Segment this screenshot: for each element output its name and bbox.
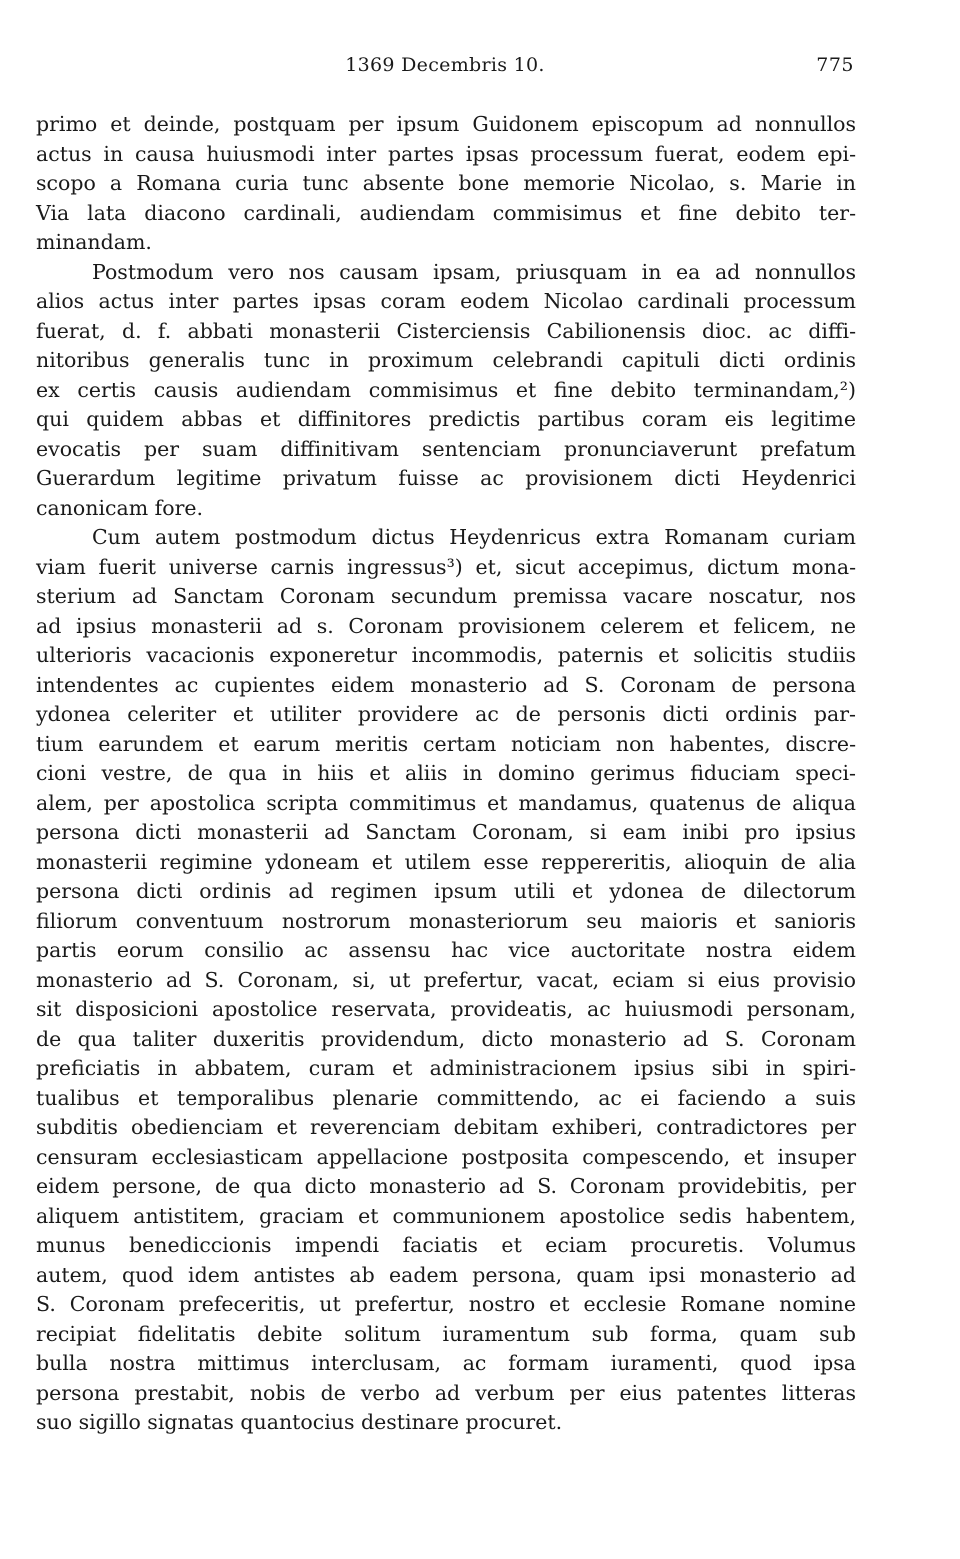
running-head: [36, 54, 854, 84]
text-line: partis eorum consilio ac assensu hac vice auctoritate nostra eidem: [36, 938, 856, 962]
header-date: 1369 Decembris 10.: [345, 54, 545, 76]
text-line: ulterioris vacacionis exponeretur incommodis, paternis et solicitis studiis: [36, 643, 856, 667]
text-line: minandam.: [36, 230, 152, 254]
text-line: ad ipsius monasterii ad s. Coronam provisionem celerem et felicem, ne: [36, 613, 856, 638]
text-line: suo sigillo signatas quantocius destinare procuret.: [36, 1410, 563, 1434]
text-line: cioni vestre, de qua in hiis et aliis in domino gerimus fiduciam speci-: [36, 761, 856, 785]
text-line: recipiat fidelitatis debite solitum iuramentum sub forma, quam sub: [36, 1321, 856, 1346]
text-line: Via lata diacono cardinali, audiendam commisimus et fine debito ter-: [36, 200, 856, 225]
text-line: alios actus inter partes ipsas coram eodem Nicolao cardinali processum: [36, 289, 856, 313]
text-line: preficiatis in abbatem, curam et administracionem ipsius sibi in spiri-: [36, 1056, 856, 1080]
text-line: subditis obedienciam et reverenciam debitam exhiberi, contradictores per: [36, 1115, 856, 1139]
text-line: monasterii regimine ydoneam et utilem esse reppereritis, alioquin de alia: [36, 849, 856, 874]
text-line: censuram ecclesiasticam appellacione postposita compescendo, et insuper: [36, 1144, 856, 1169]
text-line: aliquem antistitem, graciam et communionem apostolice sedis habentem,: [36, 1203, 856, 1228]
text-line: bulla nostra mittimus interclusam, ac formam iuramenti, quod ipsa: [36, 1351, 856, 1375]
text-line: qui quidem abbas et diffinitores predictis partibus coram eis legitime: [36, 407, 856, 431]
text-line: eidem persone, de qua dicto monasterio ad S. Coronam providebitis, per: [36, 1174, 856, 1198]
text-line: scopo a Romana curia tunc absente bone memorie Nicolao, s. Marie in: [36, 171, 856, 195]
page-number: 775: [816, 54, 854, 76]
text-line: Postmodum vero nos causam ipsam, priusquam in ea ad nonnullos: [92, 259, 856, 284]
text-line: ydonea celeriter et utiliter providere ac de personis dicti ordinis par-: [36, 702, 856, 726]
text-line: S. Coronam prefeceritis, ut prefertur, nostro et ecclesie Romane nomine: [36, 1292, 856, 1316]
text-line: autem, quod idem antistes ab eadem persona, quam ipsi monasterio ad: [36, 1262, 856, 1287]
text-line: filiorum conventuum nostrorum monasteriorum seu maioris et sanioris: [36, 908, 856, 933]
text-line: persona dicti ordinis ad regimen ipsum utili et ydonea de dilectorum: [36, 879, 856, 903]
text-line: viam fuerit universe carnis ingressus³) et, sicut accepimus, dictum mona-: [36, 554, 856, 579]
text-line: munus benediccionis impendi faciatis et eciam procuretis. Volumus: [36, 1233, 856, 1257]
text-line: Cum autem postmodum dictus Heydenricus extra Romanam curiam: [92, 525, 856, 549]
text-line: monasterio ad S. Coronam, si, ut prefertur, vacat, eciam si eius provisio: [36, 967, 856, 992]
text-line: Guerardum legitime privatum fuisse ac provisionem dicti Heydenrici: [36, 466, 856, 490]
text-line: persona prestabit, nobis de verbo ad verbum per eius patentes litteras: [36, 1380, 856, 1405]
text-line: fuerat, d. f. abbati monasterii Cisterciensis Cabilionensis dioc. ac diffi-: [36, 318, 856, 343]
text-line: alem, per apostolica scripta commitimus et mandamus, quatenus de aliqua: [36, 790, 856, 815]
text-line: nitoribus generalis tunc in proximum celebrandi capituli dicti ordinis: [36, 348, 856, 372]
text-line: tium earundem et earum meritis certam noticiam non habentes, discre-: [36, 731, 856, 756]
text-line: ex certis causis audiendam commisimus et fine debito terminandam,²): [36, 377, 856, 402]
text-line: tualibus et temporalibus plenarie committendo, ac ei faciendo a suis: [36, 1085, 856, 1110]
text-line: sit disposicioni apostolice reservata, provideatis, ac huiusmodi personam,: [36, 997, 856, 1021]
text-line: primo et deinde, postquam per ipsum Guidonem episcopum ad nonnullos: [36, 112, 856, 136]
text-line: actus in causa huiusmodi inter partes ipsas processum fuerat, eodem epi-: [36, 141, 856, 166]
text-line: canonicam fore.: [36, 495, 204, 520]
text-line: evocatis per suam diffinitivam sentenciam pronunciaverunt prefatum: [36, 436, 856, 461]
text-line: persona dicti monasterii ad Sanctam Coronam, si eam inibi pro ipsius: [36, 820, 856, 844]
text-line: sterium ad Sanctam Coronam secundum premissa vacare noscatur, nos: [36, 584, 856, 608]
text-line: de qua taliter duxeritis providendum, dicto monasterio ad S. Coronam: [36, 1026, 856, 1051]
document-body: [36, 110, 856, 1438]
text-line: intendentes ac cupientes eidem monasterio ad S. Coronam de persona: [36, 672, 856, 697]
